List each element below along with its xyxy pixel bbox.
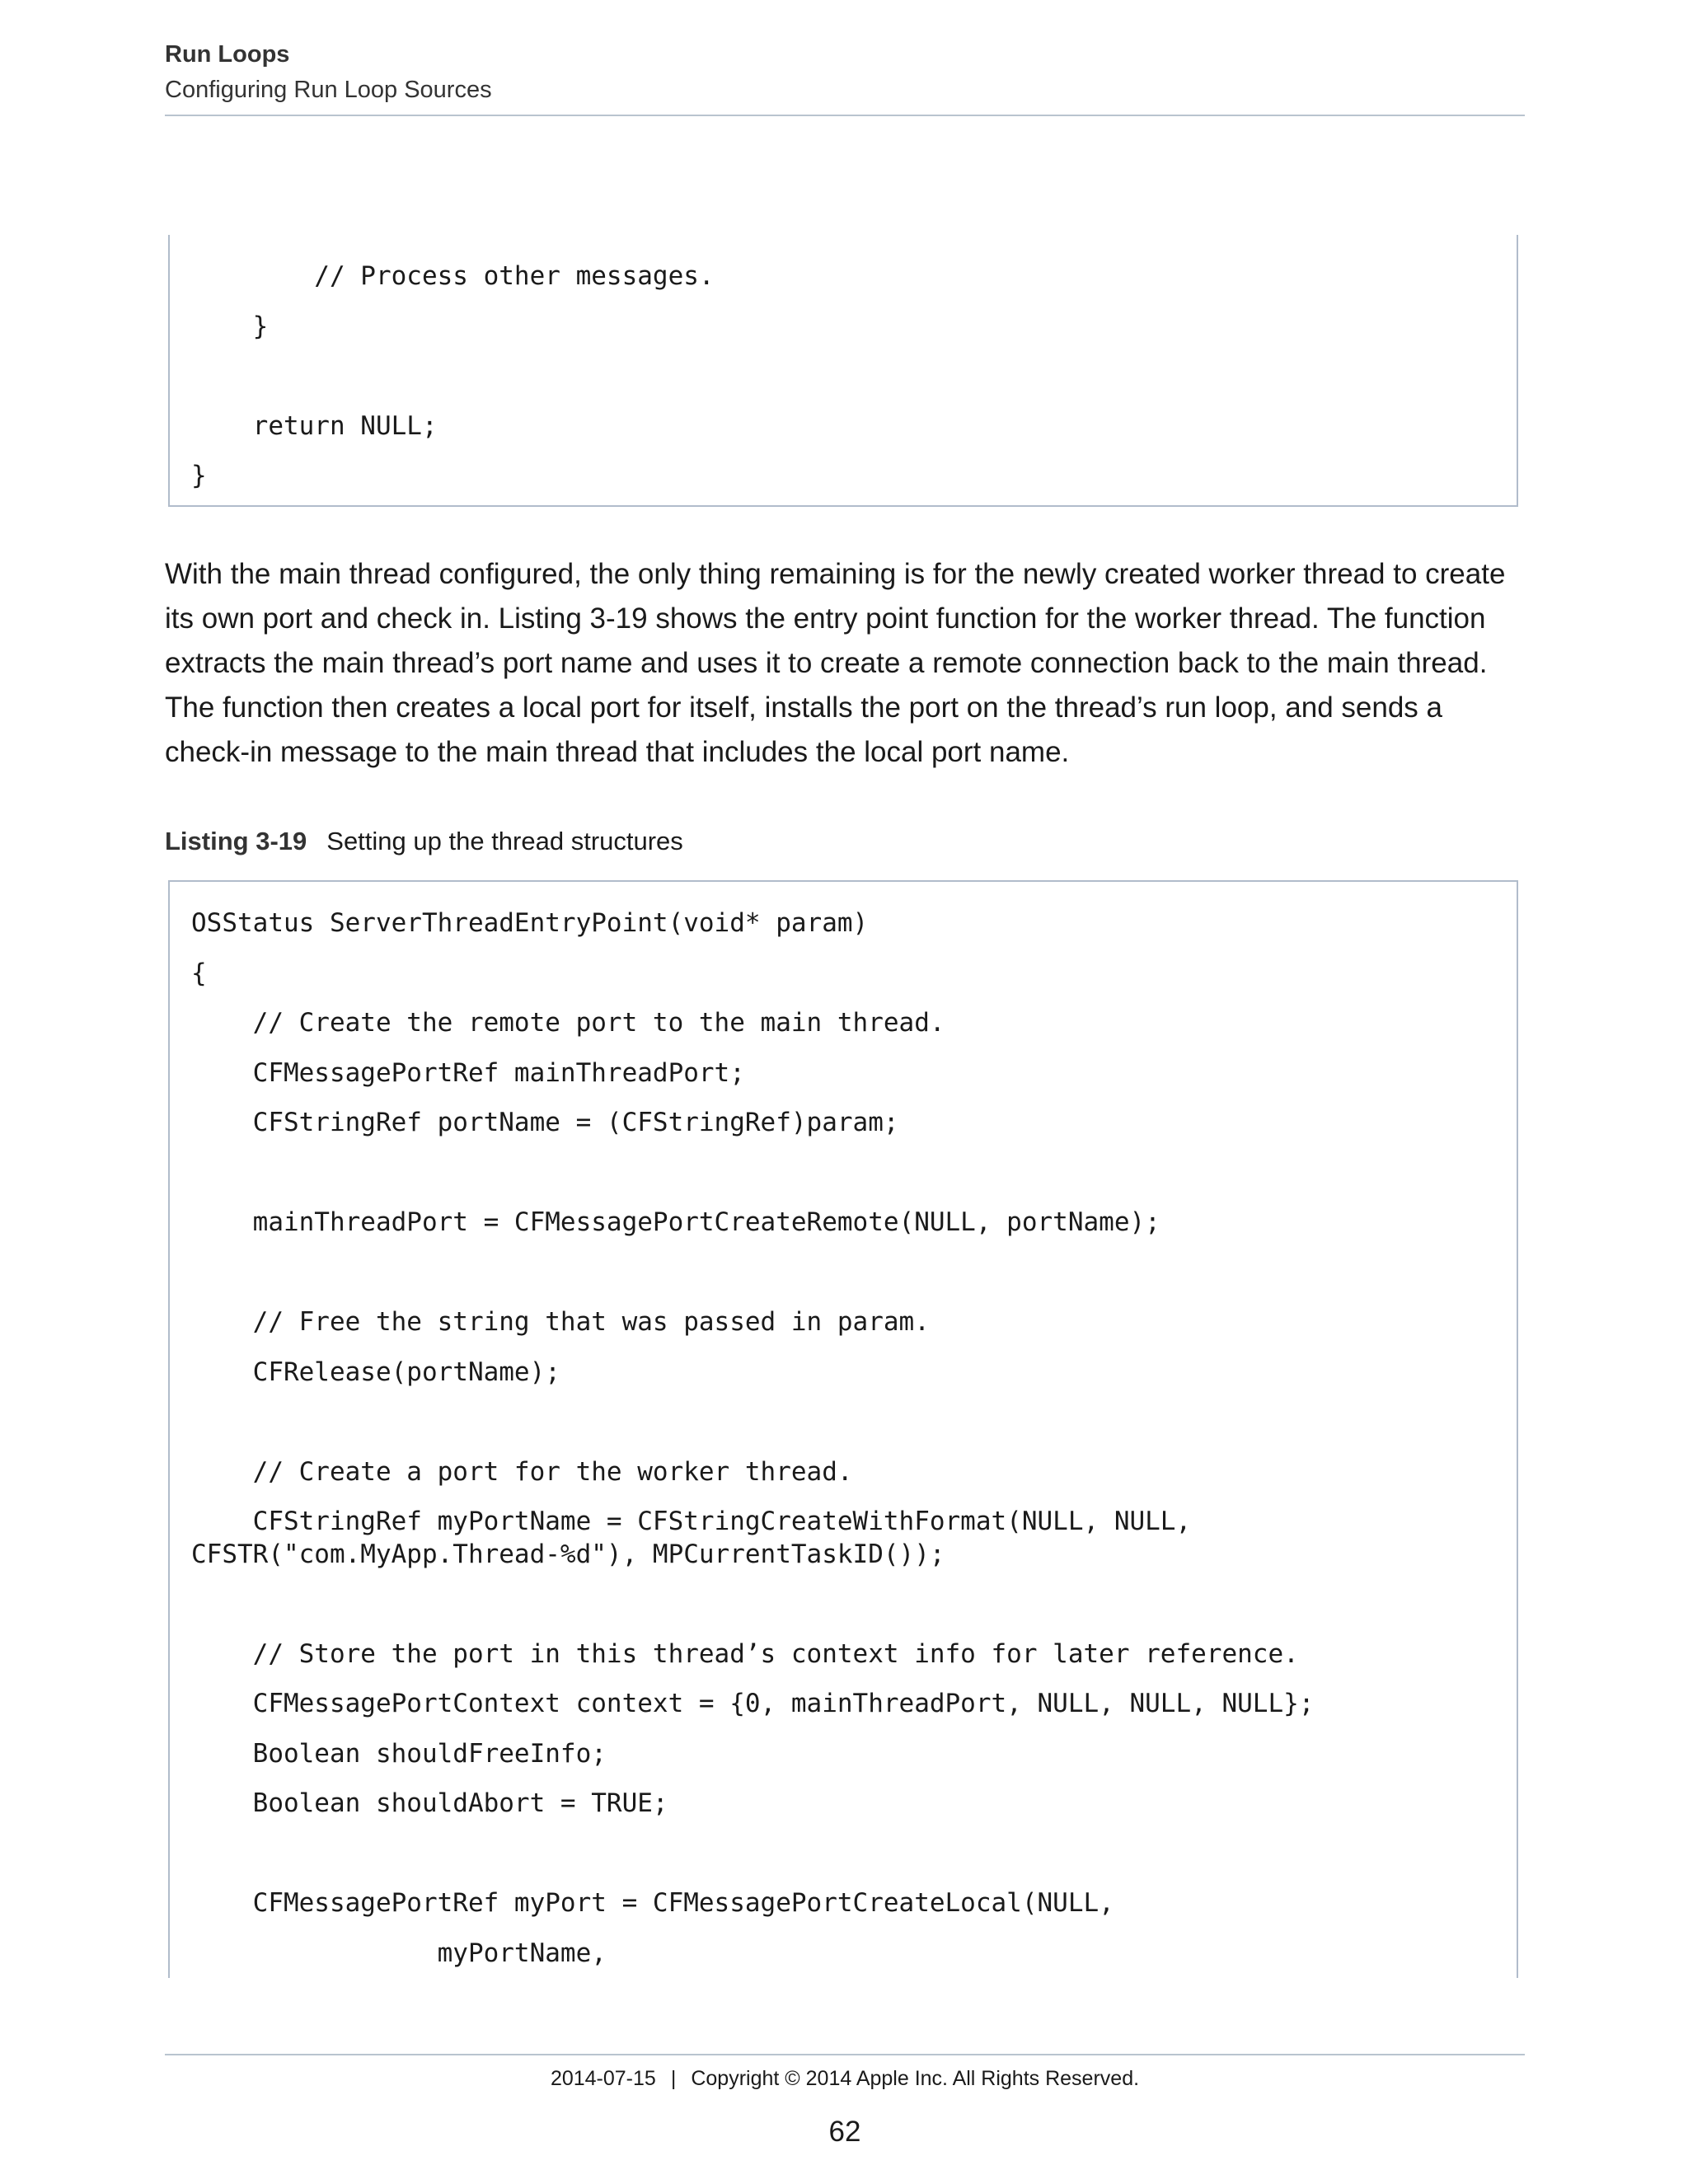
footer-copyright: Copyright © 2014 Apple Inc. All Rights Reserved. [691, 2067, 1140, 2090]
listing-label: Listing 3-19 [165, 827, 307, 855]
code-line: // Store the port in this thread’s context info for later reference. [191, 1638, 1299, 1669]
code-line: // Create the remote port to the main thread. [191, 1008, 945, 1038]
code-blank-line [191, 1579, 1500, 1629]
header-divider [165, 115, 1525, 116]
page-number: 62 [828, 2116, 861, 2148]
code-lines [191, 251, 1500, 501]
code-line: // Create a port for the worker thread. [191, 1456, 853, 1487]
code-line: Boolean shouldFreeInfo; [191, 1738, 607, 1769]
code-blank-line [191, 351, 1500, 401]
code-line: { [191, 958, 207, 988]
code-blank-line [191, 1829, 1500, 1879]
listing-title: Setting up the thread structures [326, 827, 683, 855]
code-blank-line [191, 1248, 1500, 1298]
code-listing-continued [168, 235, 1518, 507]
code-line: OSStatus ServerThreadEntryPoint(void* param) [191, 908, 869, 938]
page-footer [165, 2067, 1525, 2091]
code-blank-line [191, 1148, 1500, 1198]
listing-caption [165, 827, 683, 856]
code-line: myPortName, [191, 1938, 607, 1968]
section-title: Configuring Run Loop Sources [165, 77, 492, 103]
code-line: CFMessagePortRef myPort = CFMessagePortCreateLocal(NULL, [191, 1888, 1114, 1918]
code-line: CFMessagePortContext context = {0, mainThreadPort, NULL, NULL, NULL}; [191, 1689, 1315, 1718]
code-line: CFStringRef portName = (CFStringRef)param; [191, 1108, 899, 1137]
footer-date: 2014-07-15 [550, 2067, 656, 2090]
code-line: Boolean shouldAbort = TRUE; [191, 1788, 668, 1818]
code-line: // Free the string that was passed in param. [191, 1307, 930, 1337]
code-listing [168, 880, 1518, 1978]
code-line: CFStringRef myPortName = CFStringCreateWithFormat(NULL, NULL, CFSTR("com.MyApp.Thread-%d"), MPCurrentTaskID()); [191, 1507, 1192, 1569]
chapter-title: Run Loops [165, 41, 290, 68]
code-line: } [191, 461, 207, 490]
code-line: CFRelease(portName); [191, 1357, 560, 1387]
code-lines [191, 898, 1500, 1978]
footer-divider [165, 2054, 1525, 2055]
footer-separator: | [670, 2067, 677, 2090]
code-line: return NULL; [191, 410, 438, 441]
body-paragraph: With the main thread configured, the only thing remaining is for the newly created worker thread to create its own port and check in. Listing 3-19 shows the entry point function for the worker thread. The function extracts the main thread’s port name and uses it to create a remote connection back to the main thread. The function then creates a local port for itself, installs the port on the thread’s run loop, and sends a check-in message to the main thread that includes the local port name. [165, 558, 1506, 768]
code-line: // Process other messages. [191, 261, 715, 291]
code-blank-line [191, 1397, 1500, 1447]
code-line: mainThreadPort = CFMessagePortCreateRemote(NULL, portName); [191, 1207, 1160, 1237]
code-line: CFMessagePortRef mainThreadPort; [191, 1057, 745, 1088]
page-header [165, 36, 1525, 107]
code-line: } [191, 311, 269, 341]
